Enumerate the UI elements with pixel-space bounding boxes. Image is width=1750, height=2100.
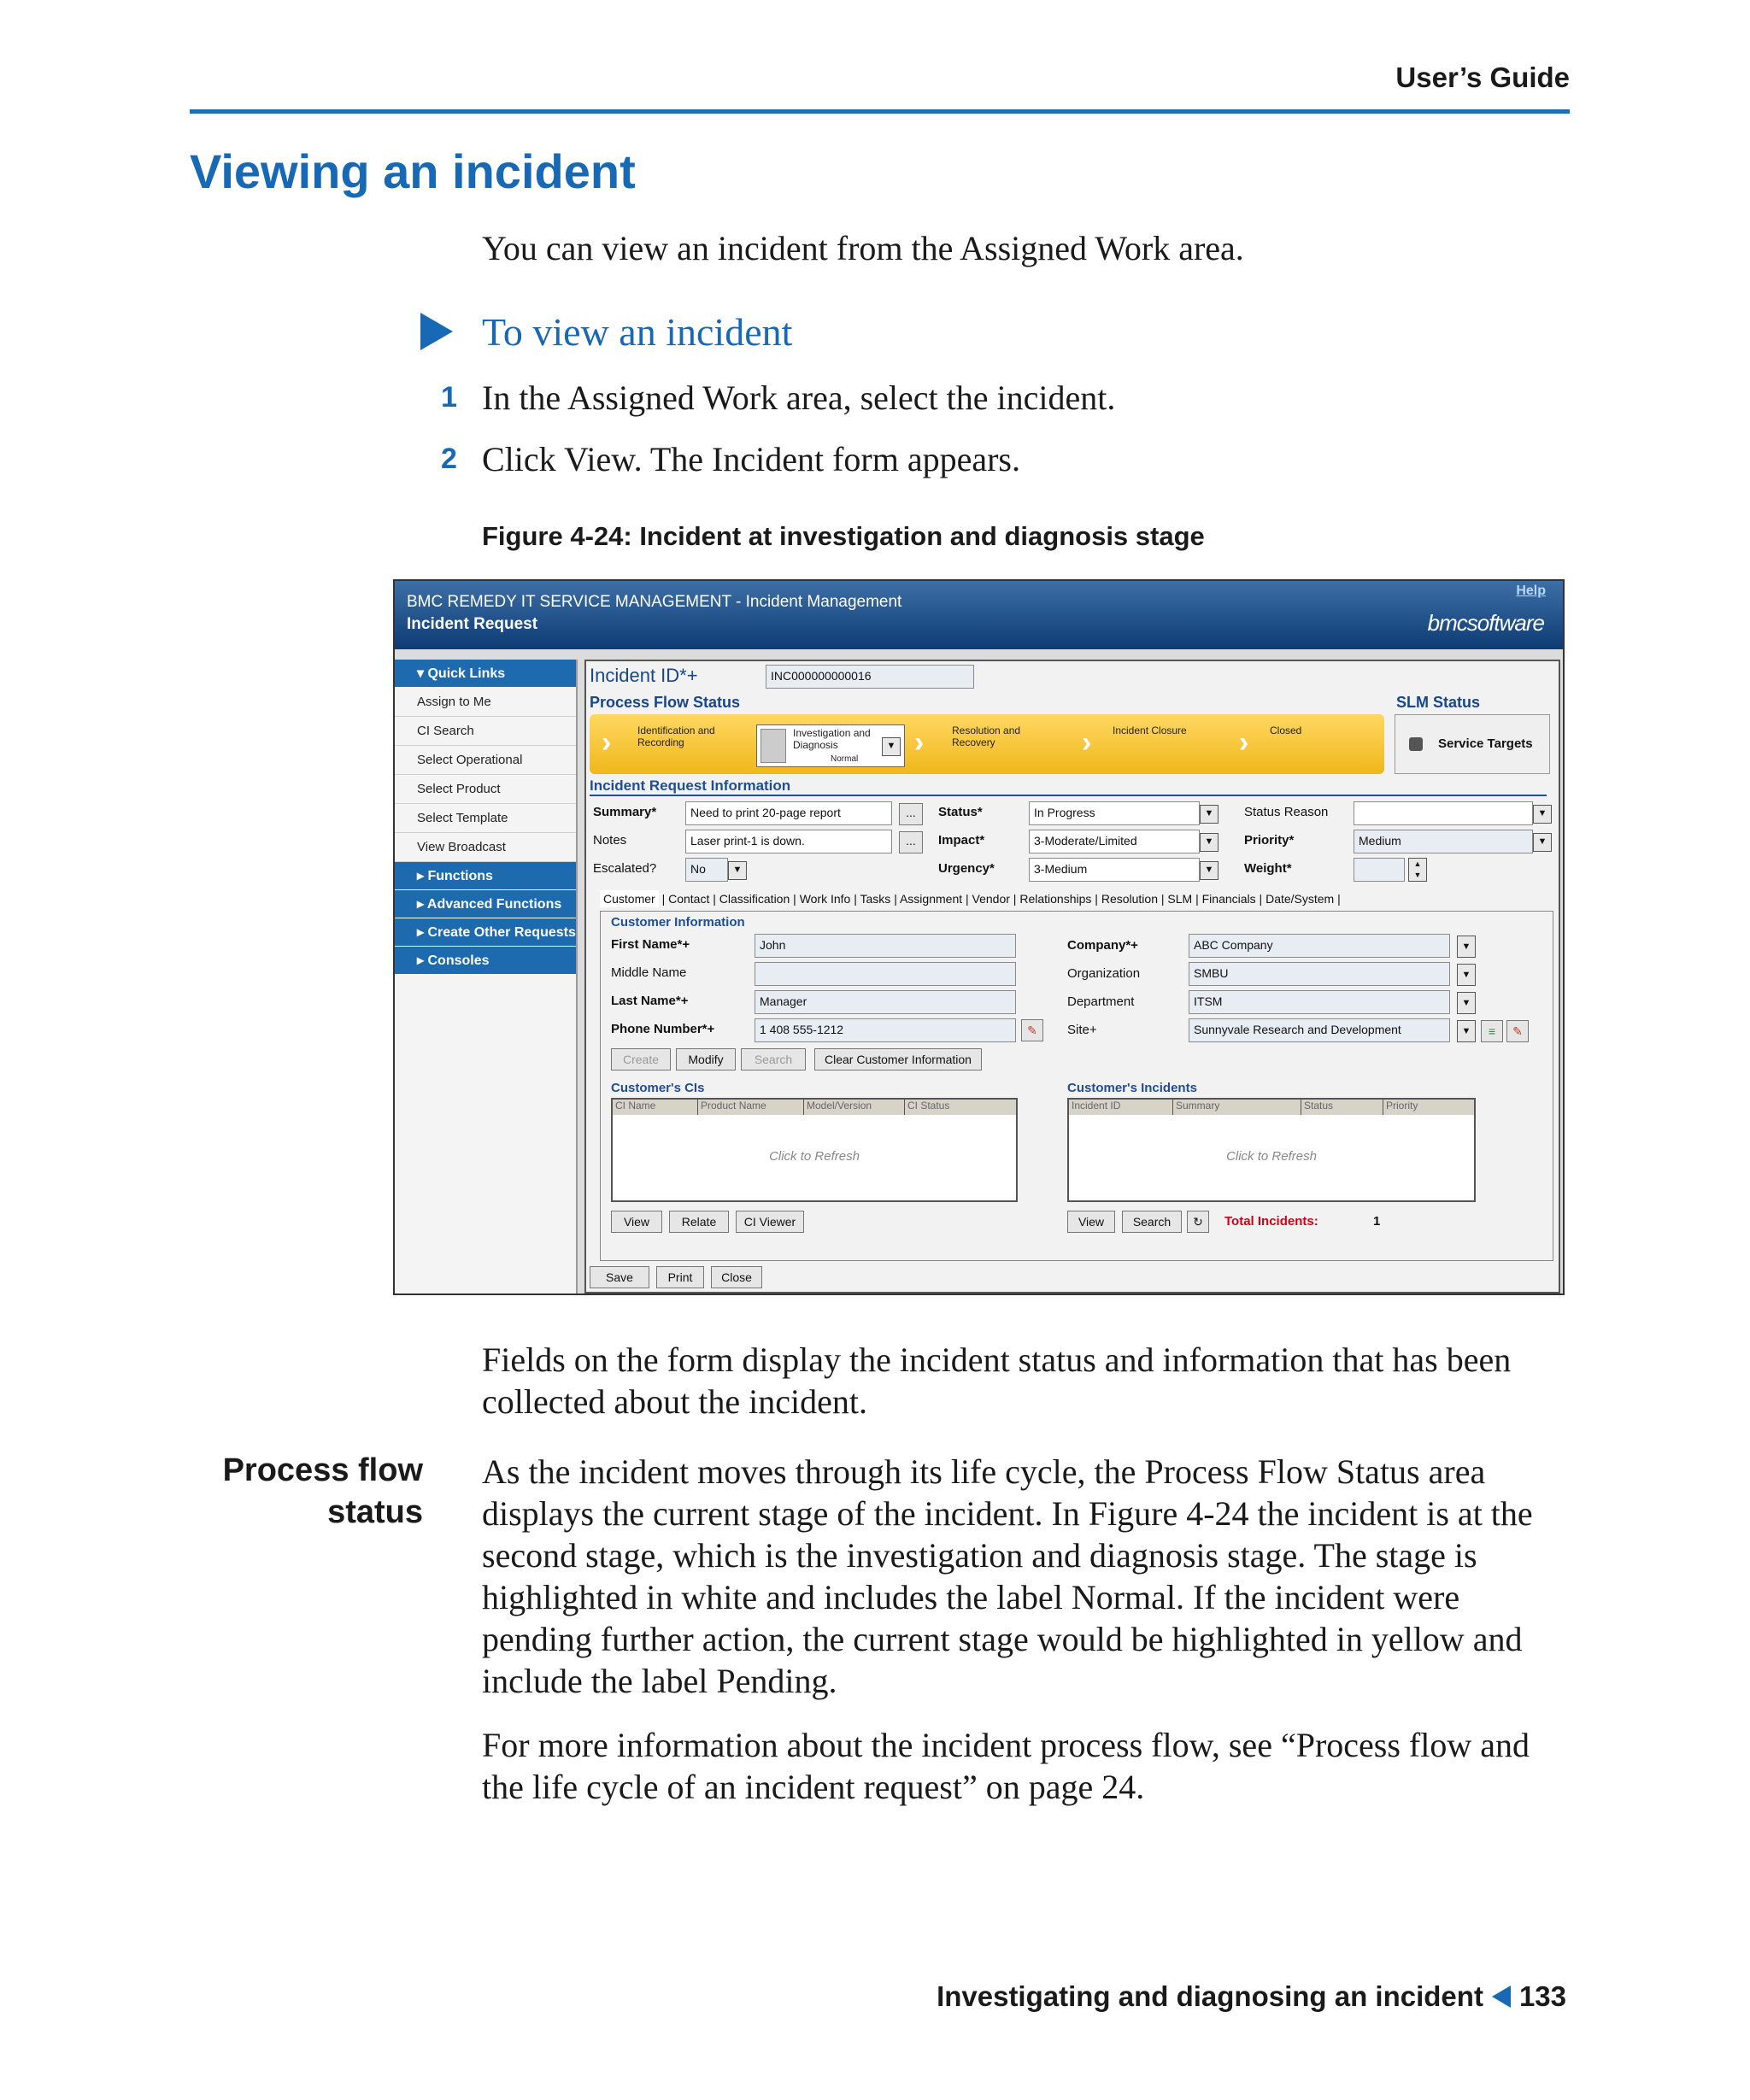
incident-id-field[interactable]: INC000000000016 [766, 665, 974, 689]
nav-advanced-functions[interactable]: ▸ Advanced Functions [395, 890, 576, 918]
tab-classification[interactable]: Classification [719, 892, 790, 906]
nav-functions[interactable]: ▸ Functions [395, 862, 576, 890]
nav-consoles[interactable]: ▸ Consoles [395, 947, 576, 975]
weight-label: Weight* [1244, 861, 1292, 876]
procedure-arrow-icon [420, 313, 453, 350]
page-footer [937, 1980, 1566, 2013]
save-button[interactable]: Save [590, 1266, 649, 1288]
phone-label: Phone Number*+ [611, 1022, 715, 1036]
relate-button[interactable]: Relate [669, 1211, 729, 1233]
procedure-title: To view an incident [482, 310, 793, 354]
bmc-logo: bmcsoftware [1427, 610, 1544, 636]
incident-form-screenshot [393, 579, 1565, 1295]
person-icon [760, 729, 786, 763]
company-label: Company*+ [1067, 938, 1138, 953]
tab-vendor[interactable]: Vendor [972, 892, 1010, 906]
column-header[interactable]: CI Name [613, 1100, 698, 1115]
app-titlebar [395, 581, 1563, 649]
step-text: Click View. The Incident form appears. [482, 440, 1020, 478]
view-ci-button[interactable]: View [611, 1211, 662, 1233]
column-header[interactable]: Priority [1386, 1100, 1418, 1112]
tab-assignment[interactable]: Assignment [899, 892, 963, 906]
last-name-label: Last Name*+ [611, 994, 689, 1008]
customers-cis-label: Customer's CIs [611, 1081, 705, 1095]
tab-tasks[interactable]: Tasks [860, 892, 891, 906]
form-title: Incident Request [407, 615, 538, 633]
organization-field[interactable]: SMBU [1189, 962, 1450, 986]
flow-chevron-icon: › [914, 726, 925, 759]
notes-ellipsis-button[interactable]: ... [899, 831, 923, 853]
create-button[interactable]: Create [611, 1048, 671, 1071]
urgency-dropdown-icon[interactable]: ▼ [1200, 861, 1219, 880]
site-label: Site+ [1067, 1023, 1097, 1037]
escalated-field[interactable]: No [685, 858, 728, 882]
process-flow-paragraph: As the incident moves through its life cycle, the Process Flow Status area displays the current stage of the incident. In Figure 4-24 the incident is at the second stage, which is the investigation and diagnosis stage. The stage is highlighted in white and includes the label Normal. If the incident were pending further action, the current stage would be highlighted in yellow and include the label Pending. [482, 1452, 1533, 1700]
customers-incidents-table[interactable] [1067, 1098, 1476, 1202]
first-name-field[interactable]: John [755, 934, 1016, 958]
column-header[interactable]: Product Name [698, 1100, 804, 1115]
flow-chevron-icon: › [1082, 726, 1092, 759]
stage-dropdown-icon[interactable]: ▼ [882, 737, 901, 756]
slm-status-label: SLM Status [1396, 694, 1481, 711]
priority-label: Priority* [1244, 833, 1295, 848]
tab-date-system[interactable]: Date/System [1266, 892, 1335, 906]
impact-dropdown-icon[interactable]: ▼ [1200, 833, 1219, 852]
site-field[interactable]: Sunnyvale Research and Development [1189, 1018, 1450, 1042]
column-header[interactable]: CI Status [907, 1100, 950, 1112]
status-reason-label: Status Reason [1244, 805, 1329, 819]
priority-field[interactable]: Medium [1354, 830, 1533, 853]
stage-current-box[interactable] [756, 724, 905, 767]
page-pointer-icon [1492, 1986, 1511, 2008]
impact-label: Impact* [938, 833, 985, 848]
ci-viewer-button[interactable]: CI Viewer [736, 1211, 804, 1233]
page-title: Viewing an incident [190, 144, 636, 198]
middle-name-label: Middle Name [611, 965, 687, 980]
intro-text: You can view an incident from the Assigned Work area. [482, 229, 1244, 267]
first-name-label: First Name*+ [611, 937, 690, 952]
step-text: In the Assigned Work area, select the incident. [482, 378, 1116, 417]
column-header[interactable]: Model/Version [804, 1100, 905, 1115]
service-targets-link[interactable]: Service Targets [1438, 736, 1533, 751]
nav-item[interactable]: View Broadcast [395, 833, 576, 862]
total-incidents-label: Total Incidents: [1224, 1214, 1318, 1229]
status-field[interactable]: In Progress [1029, 801, 1200, 825]
last-name-field[interactable]: Manager [755, 990, 1016, 1014]
table-header [1069, 1100, 1474, 1115]
close-button[interactable]: Close [711, 1266, 762, 1288]
nav-item[interactable]: CI Search [395, 717, 576, 746]
slm-status-box [1395, 714, 1550, 774]
priority-dropdown-icon[interactable]: ▼ [1533, 833, 1552, 852]
stage-closure[interactable]: Incident Closure [1113, 724, 1187, 736]
incident-form [584, 660, 1560, 1293]
weight-field[interactable] [1354, 858, 1405, 882]
search-incidents-button[interactable]: Search [1122, 1211, 1182, 1233]
running-header: User’s Guide [1395, 62, 1570, 93]
escalated-dropdown-icon[interactable]: ▼ [728, 861, 747, 880]
site-dropdown-icon[interactable]: ▼ [1457, 1020, 1476, 1042]
margin-heading-line: status [327, 1494, 423, 1530]
fields-paragraph: Fields on the form display the incident status and information that has been collected about the incident. [482, 1340, 1512, 1421]
stage-investigation: Investigation and Diagnosis [793, 727, 871, 751]
search-button[interactable]: Search [741, 1048, 806, 1071]
nav-quick-links[interactable]: ▾ Quick Links [395, 660, 576, 688]
app-title: BMC REMEDY IT SERVICE MANAGEMENT - Incident Management [407, 593, 902, 611]
page-number: 133 [1518, 1980, 1566, 2012]
phone-field[interactable]: 1 408 555-1212 [755, 1018, 1016, 1042]
company-dropdown-icon[interactable]: ▼ [1457, 936, 1476, 958]
summary-ellipsis-button[interactable]: ... [899, 803, 923, 825]
tab-customer[interactable]: Customer [600, 890, 659, 907]
process-flow-label: Process Flow Status [590, 694, 741, 711]
help-link[interactable]: Help [1516, 584, 1546, 598]
tab-resolution[interactable]: Resolution [1101, 892, 1158, 906]
summary-label: Summary* [593, 805, 657, 819]
stage-resolution[interactable]: Resolution and Recovery [952, 724, 1021, 748]
stage-closed[interactable]: Closed [1270, 724, 1302, 736]
department-dropdown-icon[interactable]: ▼ [1457, 992, 1476, 1014]
print-button[interactable]: Print [656, 1266, 704, 1288]
notes-label: Notes [593, 833, 627, 848]
footer-section-title: Investigating and diagnosing an incident [937, 1980, 1483, 2012]
site-list-icon[interactable]: ≡ [1481, 1020, 1503, 1042]
click-to-refresh[interactable]: Click to Refresh [769, 1149, 860, 1164]
margin-heading-line: Process flow [222, 1452, 423, 1488]
tab-relationships[interactable]: Relationships [1019, 892, 1092, 906]
margin-heading [223, 1450, 423, 1534]
tab-slm[interactable]: SLM [1167, 892, 1193, 906]
weight-stepper-icon[interactable]: ▲ ▼ [1408, 858, 1427, 882]
incident-id-label: Incident ID*+ [590, 665, 698, 686]
company-field[interactable]: ABC Company [1189, 934, 1450, 958]
column-header[interactable]: Incident ID [1069, 1100, 1173, 1115]
nav-item[interactable]: Select Template [395, 804, 576, 833]
table-header [613, 1100, 1016, 1115]
summary-field[interactable]: Need to print 20-page report [685, 801, 892, 825]
edit-site-icon[interactable]: ✎ [1506, 1020, 1529, 1042]
organization-label: Organization [1067, 966, 1141, 981]
nav-item[interactable]: Assign to Me [395, 688, 576, 717]
organization-dropdown-icon[interactable]: ▼ [1457, 964, 1476, 986]
customers-incidents-label: Customer's Incidents [1067, 1081, 1197, 1095]
flow-chevron-icon: › [1239, 726, 1249, 759]
total-incidents-value: 1 [1373, 1214, 1381, 1229]
status-label: Status* [938, 805, 983, 819]
tab-bar: Customer | Contact | Classification | Work Info | Tasks | Assignment | Vendor | Relationships | Resolution | SLM | Financials | Date/System | [600, 892, 1341, 906]
nav-item[interactable]: Select Operational [395, 746, 576, 775]
impact-field[interactable]: 3-Moderate/Limited [1029, 830, 1200, 853]
urgency-field[interactable]: 3-Medium [1029, 858, 1200, 882]
stage-identification[interactable]: Identification and Recording [637, 724, 715, 748]
stage-state: Normal [831, 754, 859, 764]
clear-customer-info-button[interactable]: Clear Customer Information [814, 1048, 982, 1071]
step-number: 2 [441, 443, 457, 475]
nav-item[interactable]: Select Product [395, 775, 576, 804]
tab-financials[interactable]: Financials [1201, 892, 1256, 906]
notes-field[interactable]: Laser print-1 is down. [685, 830, 892, 853]
nav-create-other-requests[interactable]: ▸ Create Other Requests [395, 918, 576, 947]
column-header[interactable]: Summary [1173, 1100, 1301, 1115]
status-reason-field[interactable] [1354, 801, 1533, 825]
step-number: 1 [441, 381, 457, 414]
customer-tab-panel [600, 911, 1553, 1261]
tab-contact[interactable]: Contact [668, 892, 710, 906]
middle-name-field[interactable] [755, 962, 1016, 986]
sidebar-nav [395, 660, 578, 1293]
customers-cis-table[interactable] [611, 1098, 1018, 1202]
flow-chevron-icon: › [602, 726, 612, 759]
info-section-label: Incident Request Information [590, 777, 1547, 796]
header-rule [190, 109, 1570, 114]
tab-work-info[interactable]: Work Info [799, 892, 851, 906]
more-info-paragraph: For more information about the incident process flow, see “Process flow and the life cycle of an incident request” on page 24. [482, 1726, 1530, 1806]
customer-info-label: Customer Information [611, 915, 745, 930]
urgency-label: Urgency* [938, 861, 995, 876]
escalated-label: Escalated? [593, 861, 657, 876]
click-to-refresh[interactable]: Click to Refresh [1226, 1149, 1317, 1164]
edit-phone-icon[interactable]: ✎ [1021, 1019, 1043, 1041]
department-label: Department [1067, 994, 1135, 1009]
slm-indicator-icon [1409, 737, 1423, 751]
status-dropdown-icon[interactable]: ▼ [1200, 805, 1219, 824]
figure-caption: Figure 4-24: Incident at investigation and diagnosis stage [482, 521, 1205, 551]
column-header[interactable]: Status [1301, 1100, 1383, 1115]
view-incident-button[interactable]: View [1067, 1211, 1115, 1233]
status-reason-dropdown-icon[interactable]: ▼ [1533, 805, 1552, 824]
refresh-icon[interactable]: ↻ [1187, 1211, 1209, 1233]
department-field[interactable]: ITSM [1189, 990, 1450, 1014]
modify-button[interactable]: Modify [676, 1048, 736, 1071]
process-flow-bar [590, 714, 1384, 774]
